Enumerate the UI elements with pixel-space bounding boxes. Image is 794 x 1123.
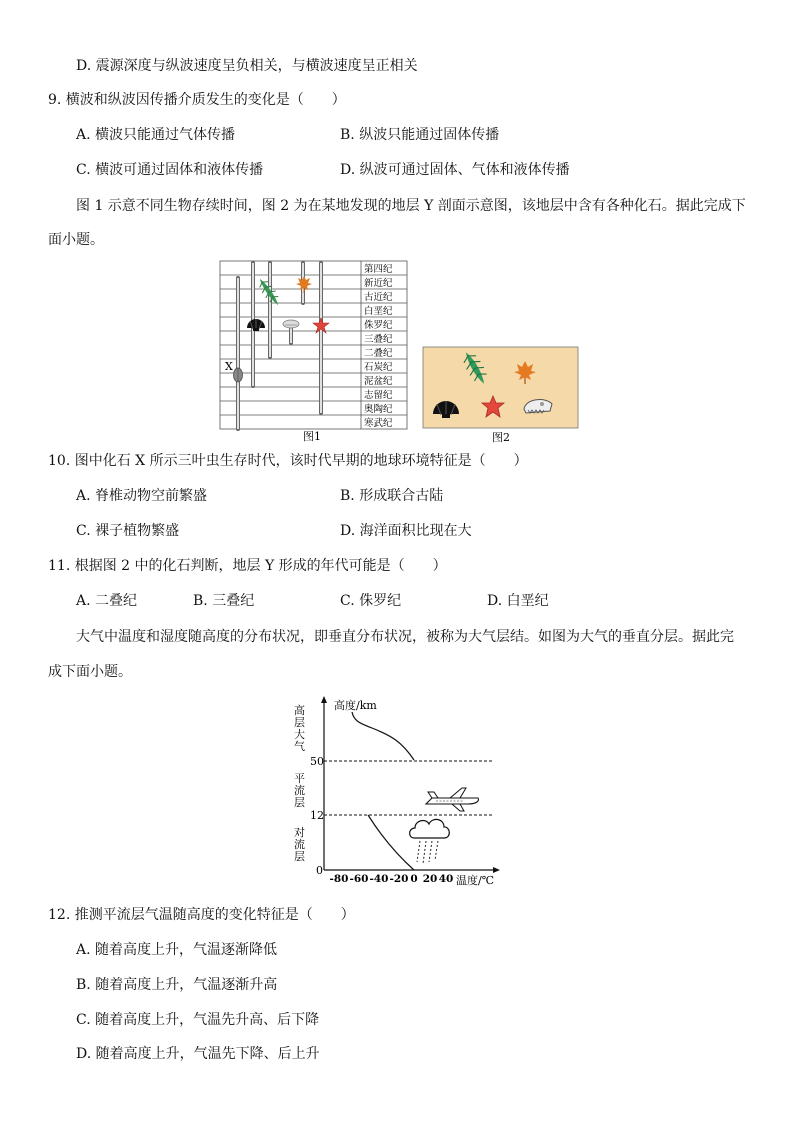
dinosaur-skull-fossil-icon xyxy=(283,320,299,328)
figure-1-survival-chart xyxy=(218,258,413,446)
q11-option-c: C. 侏罗纪 xyxy=(340,593,402,609)
figure-2-stratum-profile xyxy=(422,346,580,446)
q8-option-d: D. 震源深度与纵波速度呈负相关，与横波速度呈正相关 xyxy=(76,58,418,74)
intro-paragraph-2-line-1: 大气中温度和湿度随高度的分布状况，即垂直分布状况，被称为大气层结。如图为大气的垂直分层。据此完 xyxy=(76,629,734,645)
period-label: 古近纪 xyxy=(364,292,393,303)
period-label: 泥盆纪 xyxy=(364,376,393,387)
svg-text:大: 大 xyxy=(294,728,305,741)
q10-option-b: B. 形成联合古陆 xyxy=(340,488,444,504)
svg-text:平: 平 xyxy=(294,772,305,785)
x-tick-label: 20 xyxy=(422,873,438,885)
period-label: 奥陶纪 xyxy=(364,404,393,415)
q10-option-a: A. 脊椎动物空前繁盛 xyxy=(76,488,208,504)
rain-cloud-icon xyxy=(410,819,450,864)
period-label: 寒武纪 xyxy=(364,418,393,429)
y-tick-50: 50 xyxy=(310,755,324,768)
layer-label-stratosphere xyxy=(294,772,305,809)
x-tick-label: -80 xyxy=(329,873,349,885)
q9-stem: 9. 横波和纵波因传播介质发生的变化是（ ） xyxy=(48,92,346,108)
troposphere-curve xyxy=(368,815,414,870)
fossil-x-marker: X xyxy=(225,360,233,373)
period-label: 侏罗纪 xyxy=(364,320,393,331)
q11-stem: 11. 根据图 2 中的化石判断，地层 Y 形成的年代可能是（ ） xyxy=(48,558,447,574)
existence-bars xyxy=(238,263,321,429)
q9-option-a: A. 横波只能通过气体传播 xyxy=(76,127,236,143)
q9-option-b: B. 纵波只能通过固体传播 xyxy=(340,127,500,143)
q12-option-b: B. 随着高度上升，气温逐渐升高 xyxy=(76,977,278,993)
period-label: 石炭纪 xyxy=(364,362,393,373)
figure-1-caption: 图1 xyxy=(303,430,321,443)
maple-leaf-fossil-icon xyxy=(296,276,312,293)
q10-option-c: C. 裸子植物繁盛 xyxy=(76,523,180,539)
q12-stem: 12. 推测平流层气温随高度的变化特征是（ ） xyxy=(48,907,355,923)
svg-text:层: 层 xyxy=(294,796,305,809)
period-label: 第四纪 xyxy=(364,264,393,275)
q9-option-d: D. 纵波可通过固体、气体和液体传播 xyxy=(340,162,570,178)
svg-text:流: 流 xyxy=(294,838,305,851)
x-tick-label: 40 xyxy=(438,873,454,885)
x-tick-label: -60 xyxy=(349,873,369,885)
q11-option-d: D. 白垩纪 xyxy=(487,593,549,609)
shell-fossil-icon xyxy=(247,319,265,331)
x-axis-title: 温度/℃ xyxy=(456,874,495,887)
y-axis-title: 高度/km xyxy=(334,699,377,712)
y-tick-12: 12 xyxy=(310,809,324,822)
y-tick-0: 0 xyxy=(316,864,323,877)
x-tick-label: -20 xyxy=(389,873,409,885)
svg-text:流: 流 xyxy=(294,784,305,797)
period-label: 白垩纪 xyxy=(364,306,393,317)
period-label: 志留纪 xyxy=(364,390,393,401)
svg-text:对: 对 xyxy=(294,826,305,839)
period-label: 三叠纪 xyxy=(364,334,393,345)
layer-label-troposphere xyxy=(294,825,305,863)
svg-text:高: 高 xyxy=(294,704,305,717)
q9-option-c: C. 横波可通过固体和液体传播 xyxy=(76,162,264,178)
airplane-icon xyxy=(426,788,479,811)
existence-bars-inner xyxy=(238,263,321,429)
intro-paragraph-1-line-1: 图 1 示意不同生物存续时间，图 2 为在某地发现的地层 Y 剖面示意图，该地层中含有各种化石。据此完成下 xyxy=(76,198,746,214)
atmosphere-layers-figure xyxy=(284,694,514,894)
q12-option-a: A. 随着高度上升，气温逐渐降低 xyxy=(76,942,278,958)
trilobite-fossil-icon xyxy=(234,368,243,382)
q11-option-b: B. 三叠纪 xyxy=(193,593,255,609)
intro-paragraph-1-line-2: 面小题。 xyxy=(48,232,104,248)
svg-text:层: 层 xyxy=(294,850,305,863)
intro-paragraph-2-line-2: 成下面小题。 xyxy=(48,664,132,680)
svg-text:层: 层 xyxy=(294,716,305,729)
q12-option-c: C. 随着高度上升，气温先升高、后下降 xyxy=(76,1012,320,1028)
period-label: 新近纪 xyxy=(364,278,393,289)
x-tick-label: 0 xyxy=(410,873,418,885)
q11-option-a: A. 二叠纪 xyxy=(76,593,138,609)
q12-option-d: D. 随着高度上升，气温先下降、后上升 xyxy=(76,1046,320,1062)
q10-stem: 10. 图中化石 X 所示三叶虫生存时代，该时代早期的地球环境特征是（ ） xyxy=(48,453,528,469)
layer-label-upper xyxy=(294,703,305,753)
upper-atmosphere-curve xyxy=(352,712,414,760)
figure-2-caption: 图2 xyxy=(492,431,510,444)
x-tick-label: -40 xyxy=(369,873,389,885)
period-label: 二叠纪 xyxy=(364,348,393,359)
svg-text:气: 气 xyxy=(294,740,305,753)
q10-option-d: D. 海洋面积比现在大 xyxy=(340,523,472,539)
